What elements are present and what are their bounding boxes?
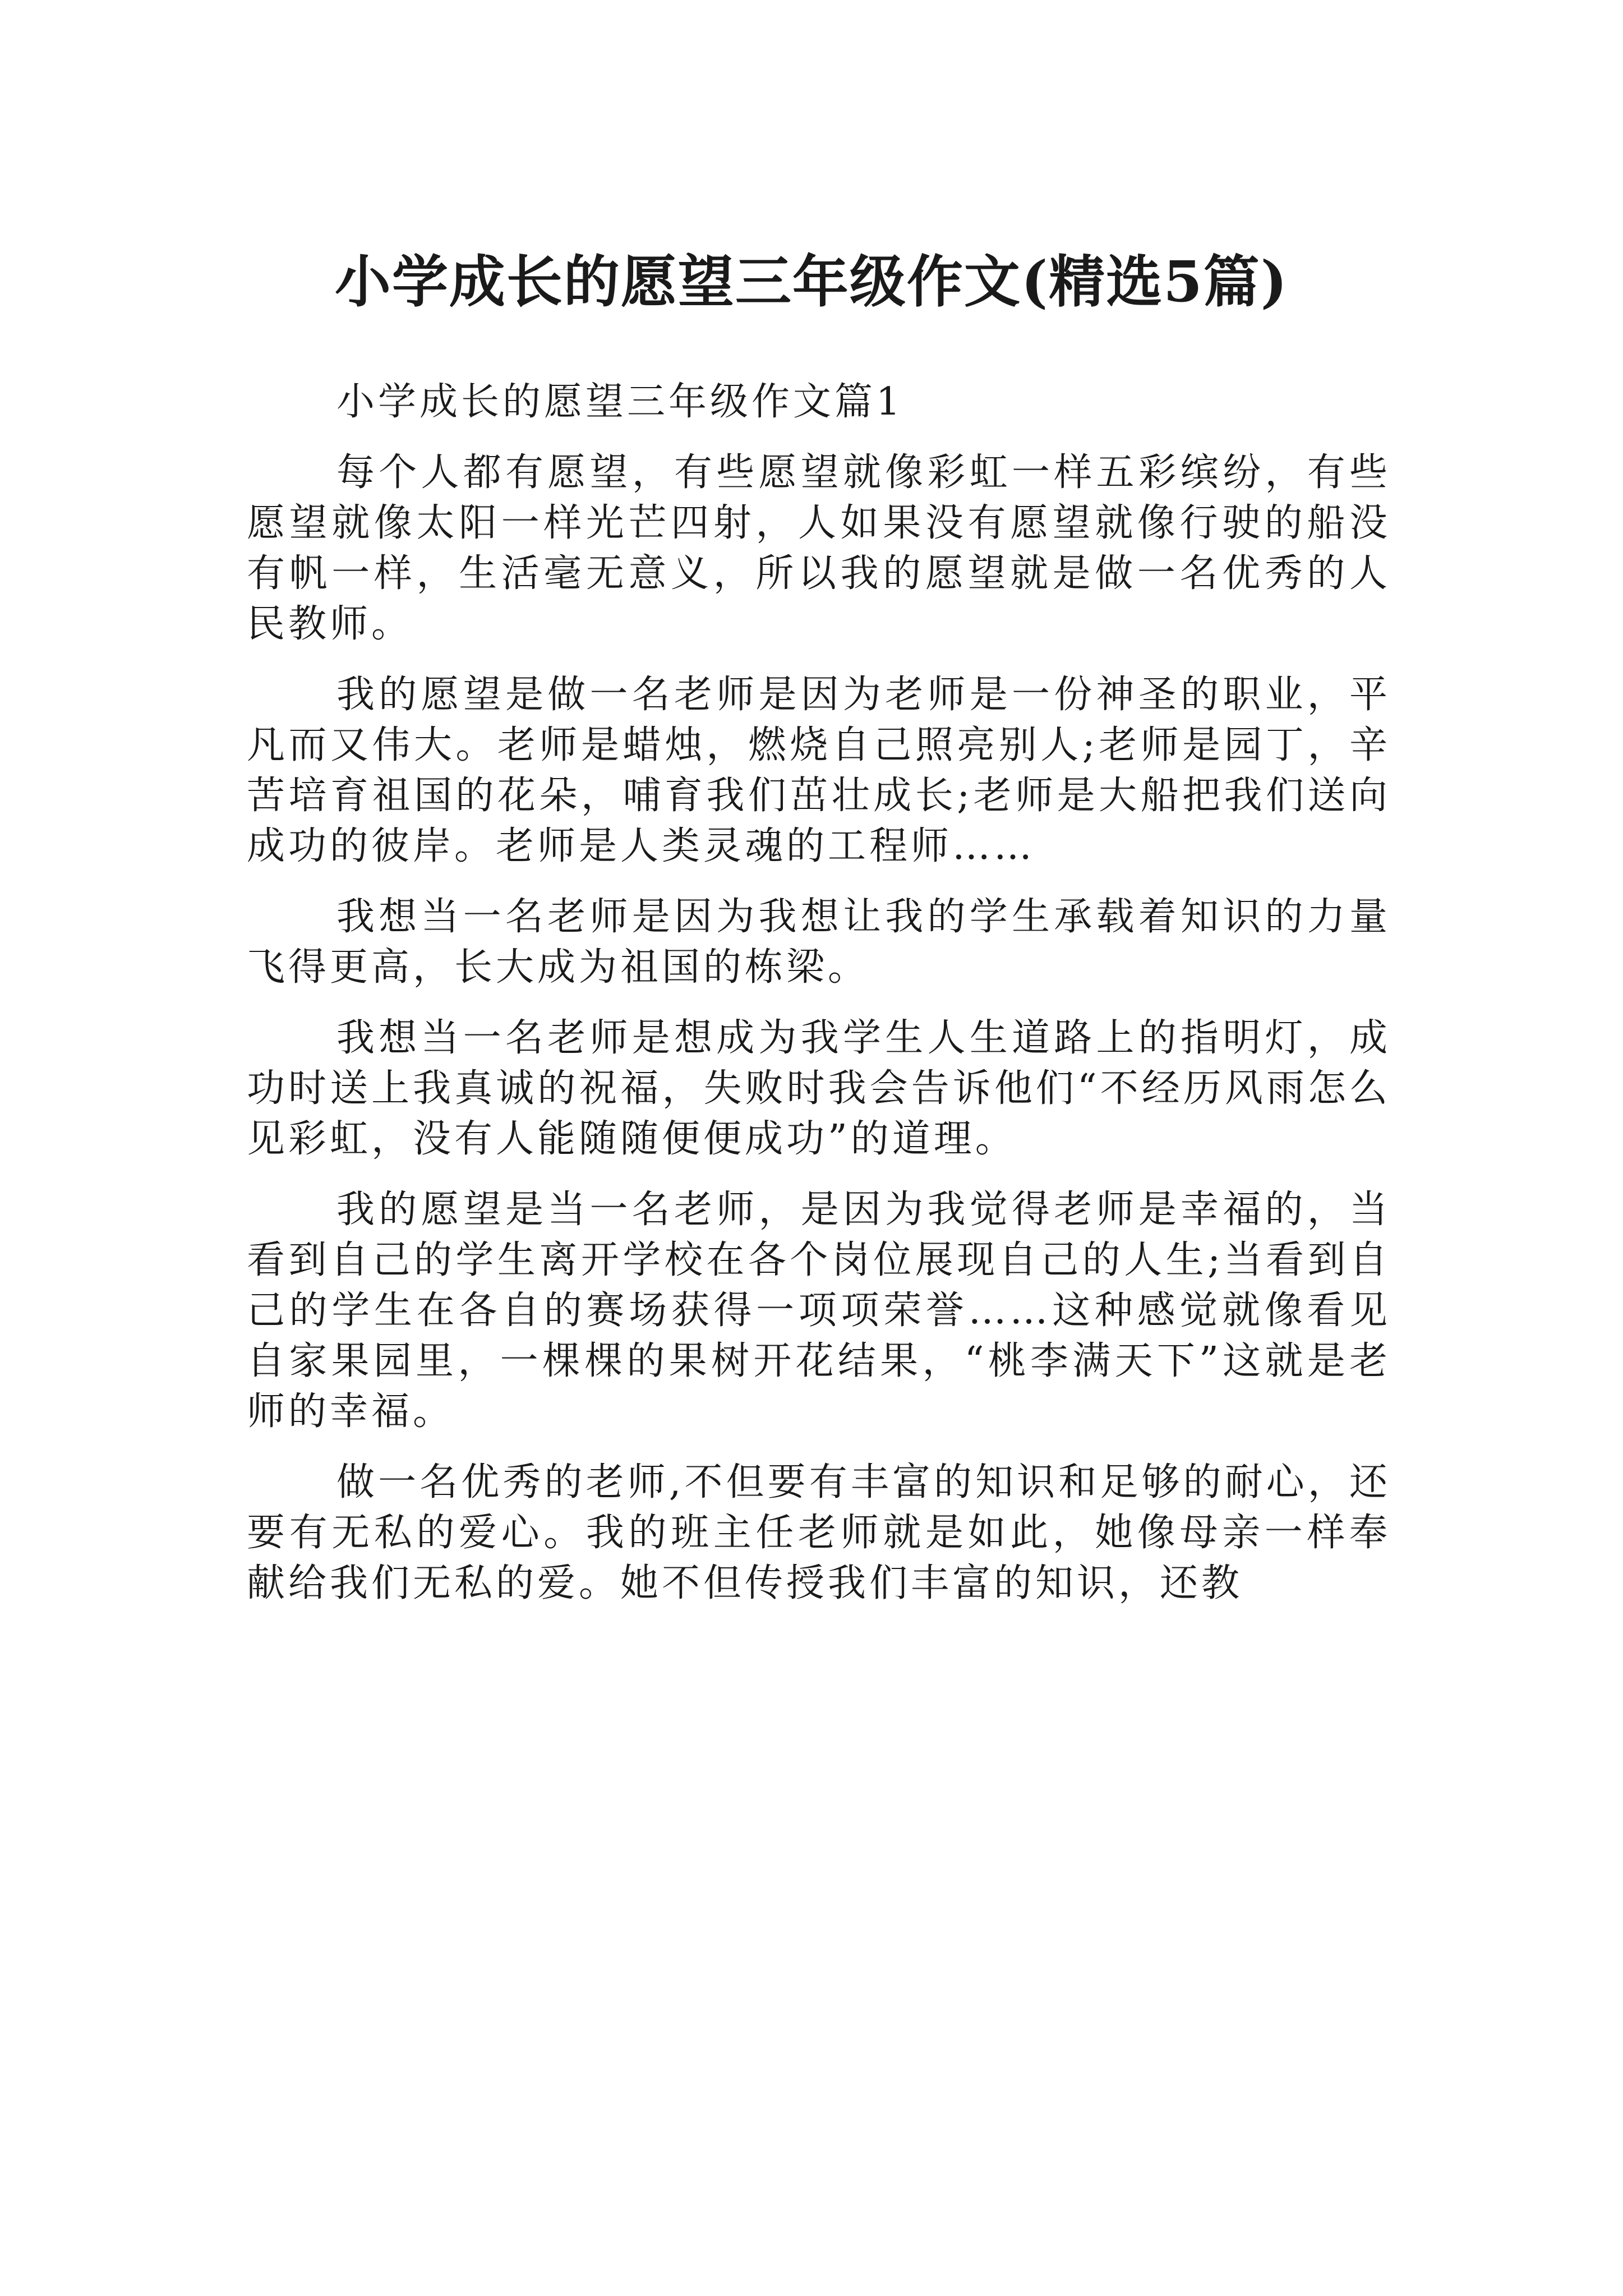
document-title: 小学成长的愿望三年级作文(精选5篇)	[334, 249, 1289, 315]
paragraph-5: 我的愿望是当一名老师，是因为我觉得老师是幸福的，当看到自己的学生离开学校在各个岗位展现自己的人生;当看到自己的学生在各自的赛场获得一项项荣誉……这种感觉就像看见自家果园里，一棵棵的果树开花结果，“桃李满天下”这就是老师的幸福。	[247, 1188, 1391, 1434]
document-body	[247, 377, 1391, 1629]
paragraph-2: 我的愿望是做一名老师是因为老师是一份神圣的职业，平凡而又伟大。老师是蜡烛，燃烧自己照亮别人;老师是园丁，辛苦培育祖国的花朵，哺育我们茁壮成长;老师是大船把我们送向成功的彼岸。老师是人类灵魂的工程师……	[247, 673, 1391, 868]
paragraph-4: 我想当一名老师是想成为我学生人生道路上的指明灯，成功时送上我真诚的祝福，失败时我会告诉他们“不经历风雨怎么见彩虹，没有人能随随便便成功”的道理。	[247, 1016, 1391, 1161]
paragraph-1: 每个人都有愿望，有些愿望就像彩虹一样五彩缤纷，有些愿望就像太阳一样光芒四射，人如果没有愿望就像行驶的船没有帆一样，生活毫无意义，所以我的愿望就是做一名优秀的人民教师。	[247, 450, 1391, 646]
section-heading: 小学成长的愿望三年级作文篇1	[336, 380, 904, 424]
paragraph-6: 做一名优秀的老师,不但要有丰富的知识和足够的耐心，还要有无私的爱心。我的班主任老师就是如此，她像母亲一样奉献给我们无私的爱。她不但传授我们丰富的知识，还教	[247, 1460, 1391, 1605]
paragraph-3: 我想当一名老师是因为我想让我的学生承载着知识的力量飞得更高，长大成为祖国的栋梁。	[247, 895, 1391, 990]
